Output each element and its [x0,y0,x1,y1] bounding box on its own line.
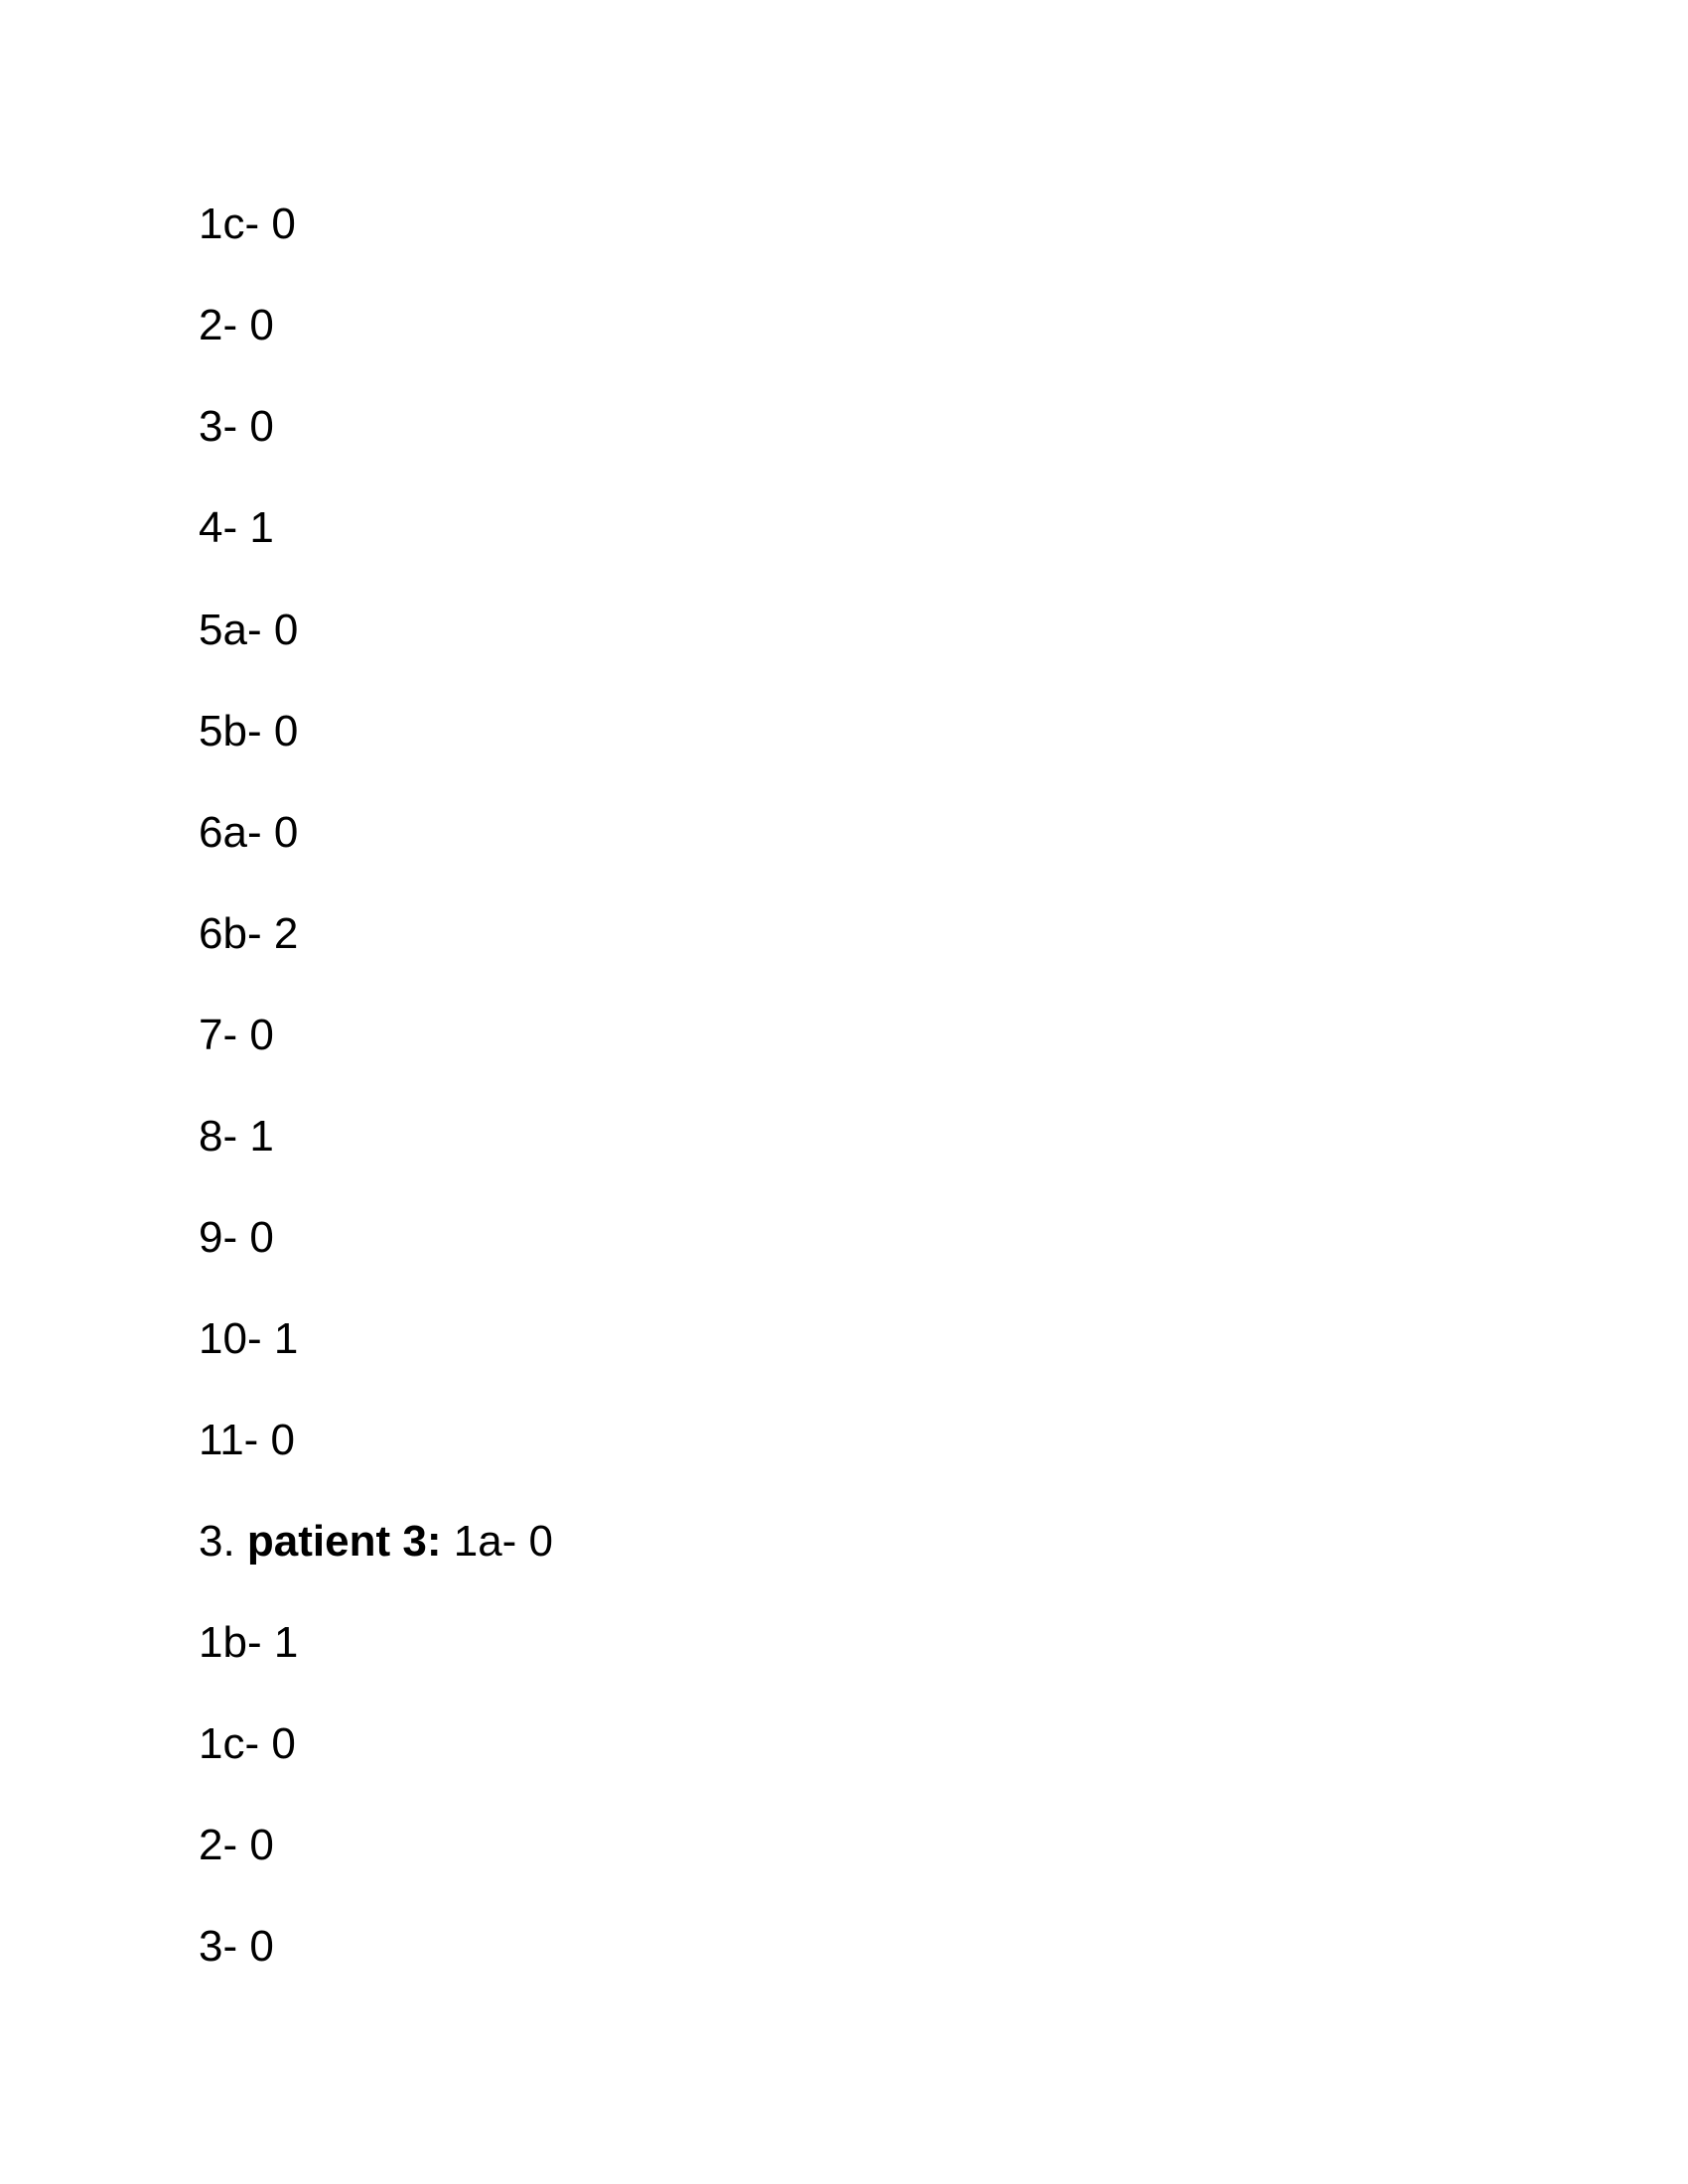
score-line: 6a- 0 [199,808,299,857]
score-line: 1c- 0 [199,1719,296,1768]
score-line: 8- 1 [199,1112,274,1160]
patient-3-heading-line [199,1517,554,1566]
patient-label: patient 3: [246,1517,442,1566]
score-line: 5a- 0 [199,606,299,654]
score-line: 9- 0 [199,1213,274,1262]
score-line: 4- 1 [199,503,274,552]
score-line: 3- 0 [199,1922,274,1971]
score-line: 2- 0 [199,1821,274,1869]
score-line: 2- 0 [199,301,274,349]
score-line: 10- 1 [199,1314,299,1363]
score-line: 1b- 1 [199,1618,299,1667]
score-line: 1c- 0 [199,200,296,248]
score-line: 11- 0 [199,1416,296,1464]
score-line: 5b- 0 [199,707,299,755]
score-line: 6b- 2 [199,909,299,958]
score-line: 7- 0 [199,1011,274,1059]
list-number: 3. [199,1517,247,1566]
score-item: 1a- 0 [441,1517,554,1566]
score-line: 3- 0 [199,402,274,451]
